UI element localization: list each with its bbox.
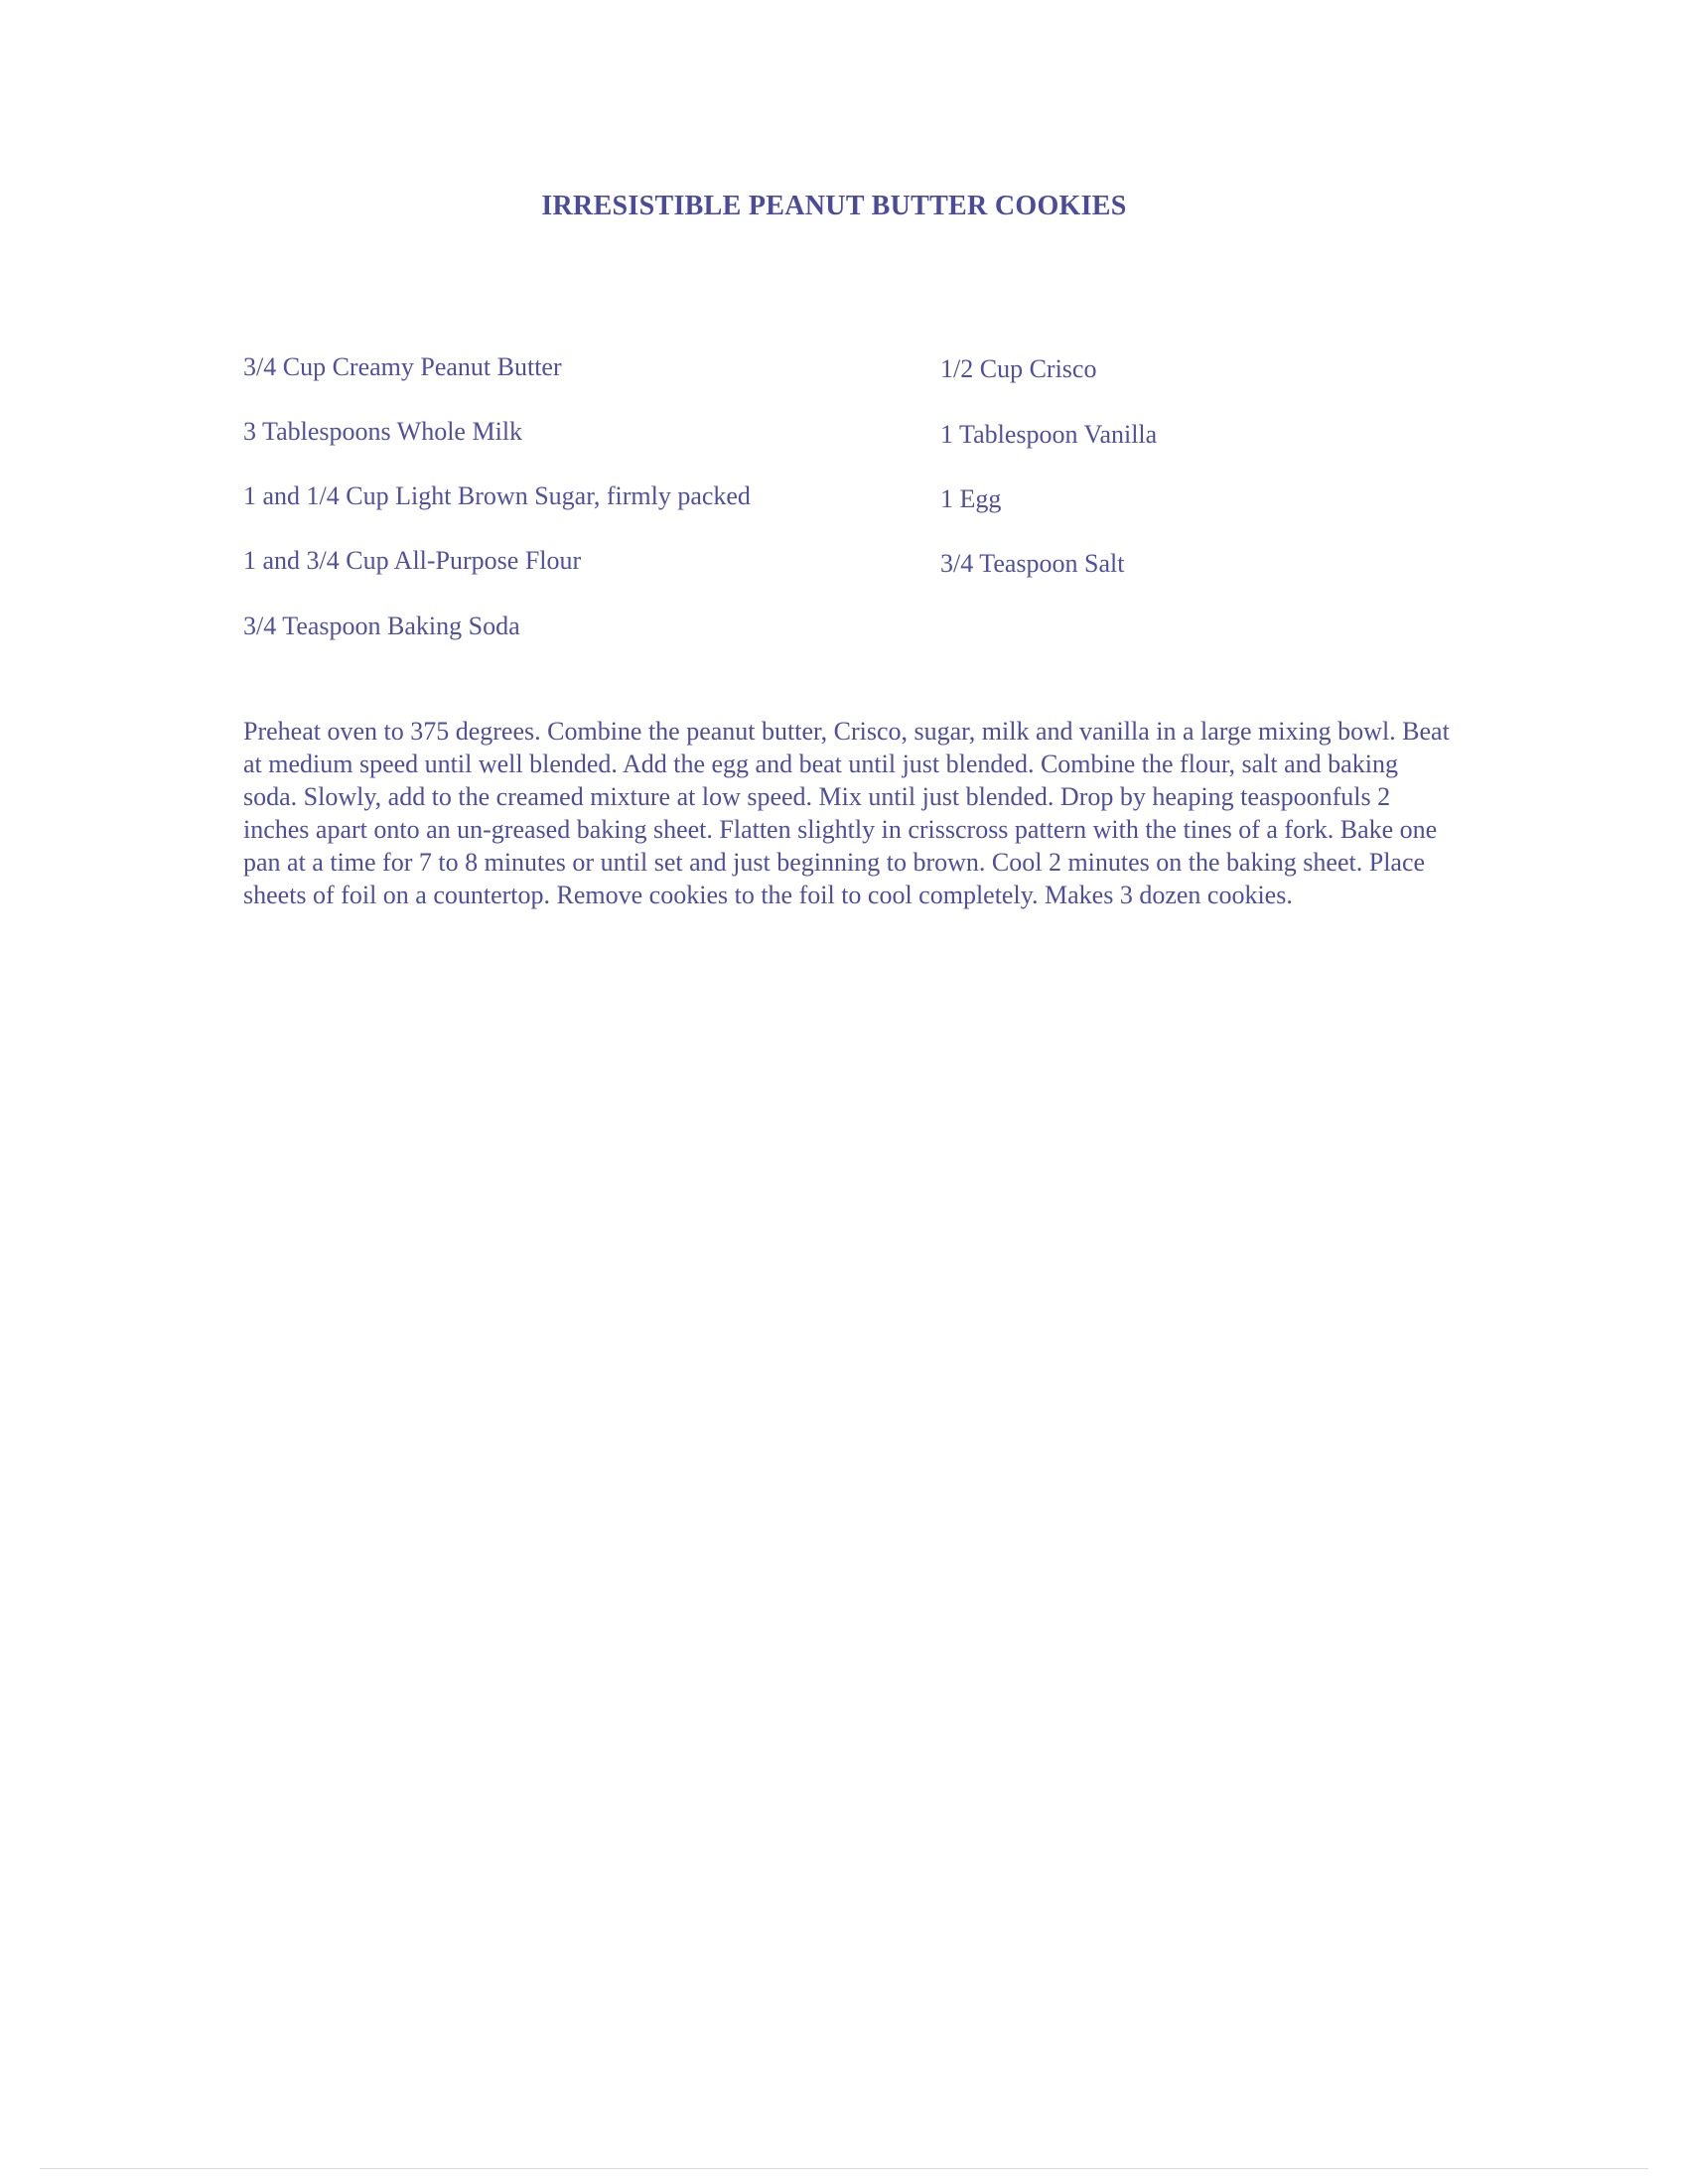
ingredient-crisco: 1/2 Cup Crisco (940, 354, 1097, 383)
scan-edge-line (40, 2168, 1648, 2169)
ingredient-vanilla: 1 Tablespoon Vanilla (940, 420, 1158, 449)
recipe-instructions: Preheat oven to 375 degrees. Combine the peanut butter, Crisco, sugar, milk and vanilla in a large mixing bowl. Beat at medium speed until well blended. Add the egg and beat until just blended. Combine the flour, salt and baking soda. Slowly, add to the creamed mixture at low speed. Mix until just blended. Drop by heaping teaspoonfuls 2 inches apart onto an un-greased baking sheet. Flatten slightly in crisscross pattern with the tines of a fork. Bake one pan at a time for 7 to 8 minutes or until set and just beginning to brown. Cool 2 minutes on the baking sheet. Place sheets of foil on a countertop. Remove cookies to the foil to cool completely. Makes 3 dozen cookies. (243, 717, 1450, 909)
ingredient-egg: 1 Egg (940, 484, 1002, 513)
ingredient-milk: 3 Tablespoons Whole Milk (243, 417, 523, 446)
ingredient-salt: 3/4 Teaspoon Salt (940, 549, 1125, 578)
recipe-title: IRRESISTIBLE PEANUT BUTTER COOKIES (541, 191, 1127, 221)
ingredient-flour: 1 and 3/4 Cup All-Purpose Flour (243, 546, 582, 575)
ingredient-peanut-butter: 3/4 Cup Creamy Peanut Butter (243, 352, 562, 381)
ingredient-brown-sugar: 1 and 1/4 Cup Light Brown Sugar, firmly packed (243, 481, 751, 510)
ingredient-baking-soda: 3/4 Teaspoon Baking Soda (243, 612, 520, 640)
